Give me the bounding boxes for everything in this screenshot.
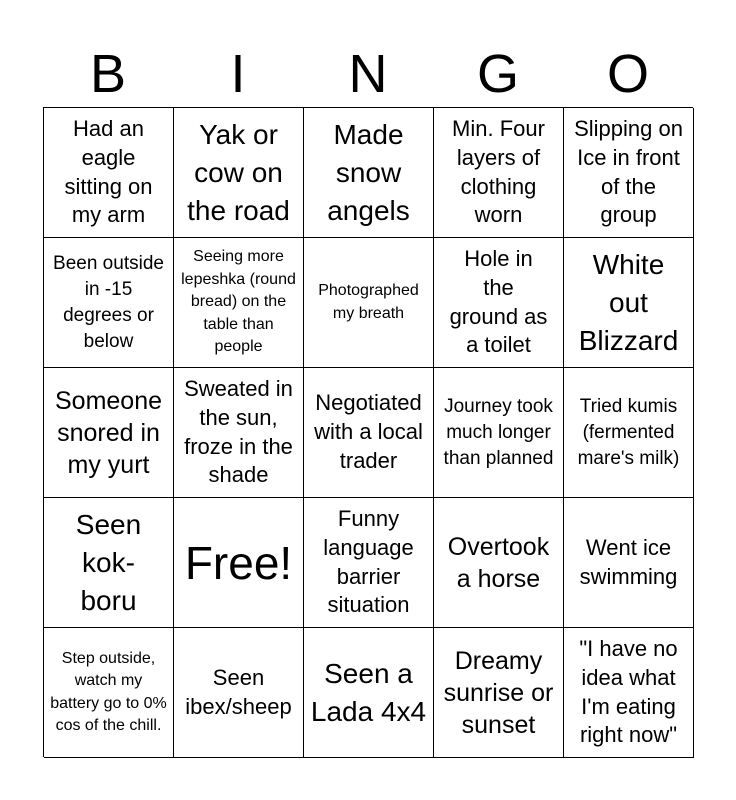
cell-text: Been outside in -15 degrees or below	[53, 252, 164, 352]
header-letter-g: G	[476, 44, 519, 104]
cell-text: Slipping on Ice in front of the group	[574, 115, 683, 228]
bingo-cell[interactable]	[304, 238, 434, 368]
cell-text: Sweated in the sun, froze in the shade	[184, 375, 293, 488]
cell-text: "I have no idea what I'm eating right now"	[579, 635, 678, 748]
bingo-cell[interactable]	[174, 498, 304, 628]
cell-text: Went ice swimming	[579, 534, 678, 589]
cell-text: Photographed my breath	[318, 282, 419, 322]
cell-text: Made snow angels	[327, 118, 410, 226]
cell-text: Someone snored in my yurt	[54, 386, 163, 479]
bingo-cell[interactable]	[44, 238, 174, 368]
bingo-cell[interactable]	[434, 368, 564, 498]
bingo-cell[interactable]	[564, 108, 694, 238]
bingo-cell[interactable]	[44, 628, 174, 758]
bingo-cell[interactable]	[564, 628, 694, 758]
header-letter-b: B	[89, 44, 127, 104]
bingo-cell[interactable]	[434, 108, 564, 238]
cell-text: Journey took much longer than planned	[443, 395, 554, 469]
bingo-cell[interactable]	[304, 368, 434, 498]
bingo-cell[interactable]	[434, 498, 564, 628]
cell-text: Overtook a horse	[447, 532, 550, 593]
cell-text: Yak or cow on the road	[187, 118, 290, 226]
header-letter-o: O	[606, 44, 649, 104]
header-letter-i: I	[230, 44, 246, 104]
cell-text: Dreamy sunrise or sunset	[443, 646, 554, 739]
cell-text: Seeing more lepeshka (round bread) on the table than people	[181, 248, 296, 356]
bingo-cell[interactable]	[174, 628, 304, 758]
bingo-cell[interactable]	[564, 238, 694, 368]
bingo-cell[interactable]	[564, 368, 694, 498]
bingo-cell[interactable]	[434, 238, 564, 368]
cell-text: White out Blizzard	[578, 248, 679, 356]
bingo-cell[interactable]	[174, 238, 304, 368]
bingo-card	[43, 107, 693, 757]
header-letter-n: N	[348, 44, 388, 104]
cell-text: Tried kumis (fermented mare's milk)	[577, 395, 680, 469]
free-space-text: Free!	[184, 536, 293, 589]
bingo-header	[43, 40, 693, 108]
bingo-cell[interactable]	[174, 368, 304, 498]
cell-text: Seen a Lada 4x4	[310, 657, 427, 727]
cell-text: Negotiated with a local trader	[314, 390, 423, 473]
cell-text: Min. Four layers of clothing worn	[452, 115, 545, 228]
bingo-cell[interactable]	[304, 108, 434, 238]
cell-text: Seen kok-boru	[75, 508, 142, 616]
cell-text: Hole in the ground as a toilet	[449, 245, 548, 358]
bingo-cell[interactable]	[44, 498, 174, 628]
bingo-cell[interactable]	[304, 628, 434, 758]
cell-text: Funny language barrier situation	[323, 505, 414, 618]
cell-text: Seen ibex/sheep	[185, 664, 292, 719]
bingo-cell[interactable]	[44, 368, 174, 498]
bingo-cell[interactable]	[304, 498, 434, 628]
bingo-cell[interactable]	[564, 498, 694, 628]
bingo-cell[interactable]	[434, 628, 564, 758]
bingo-cell[interactable]	[44, 108, 174, 238]
cell-text: Had an eagle sitting on my arm	[64, 115, 153, 228]
bingo-cell[interactable]	[174, 108, 304, 238]
cell-text: Step outside, watch my battery go to 0% cos of the chill.	[50, 649, 167, 734]
